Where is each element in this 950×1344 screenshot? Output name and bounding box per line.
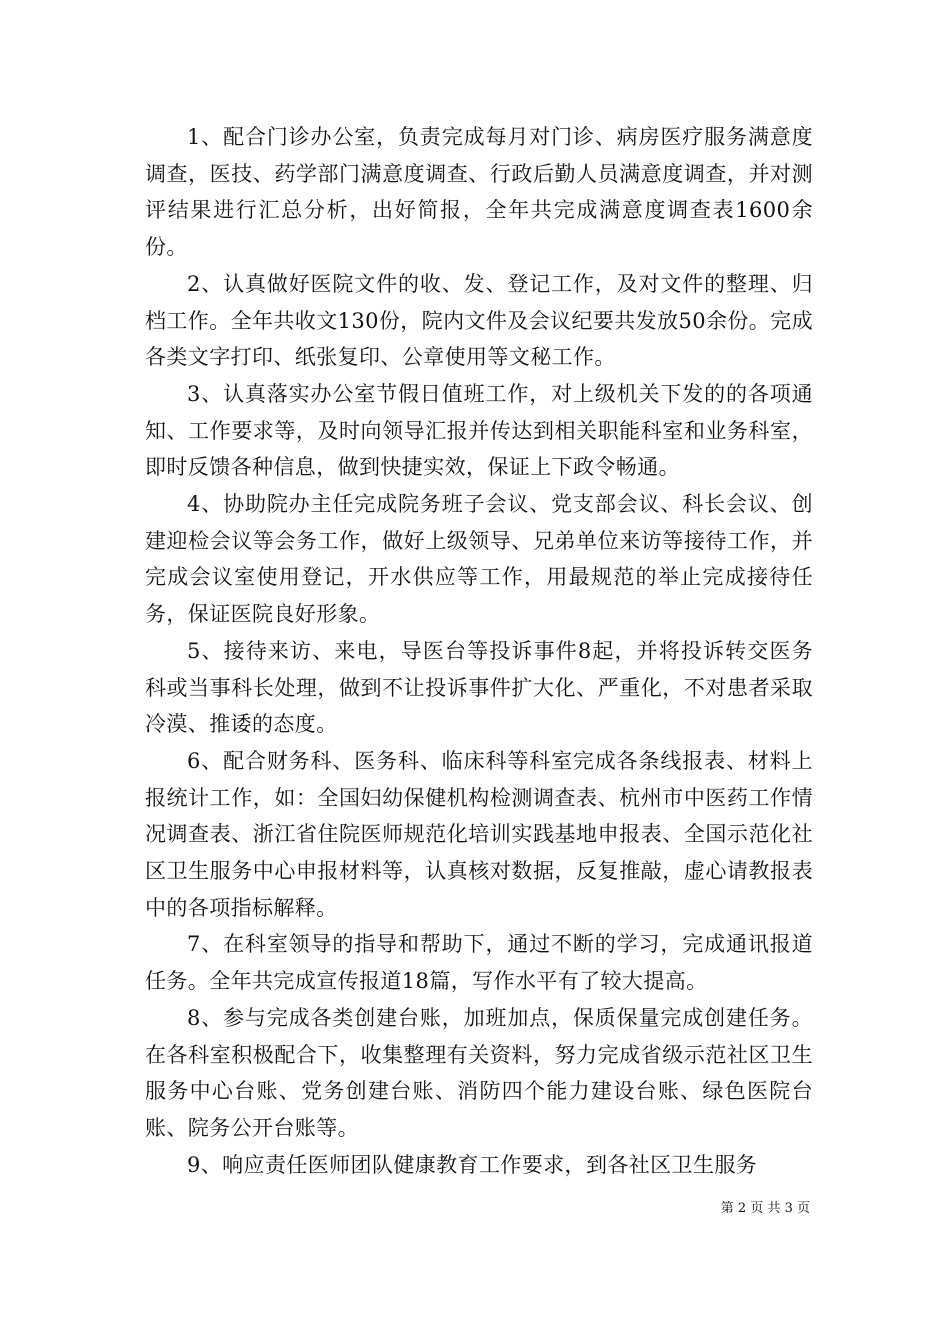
- paragraph-5: 5、接待来访、来电，导医台等投诉事件8起，并将投诉转交医务科或当事科长处理，做到不让投诉事件扩大化、严重化，不对患者采取冷漠、推诿的态度。: [145, 638, 813, 737]
- paragraph-2: 2、认真做好医院文件的收、发、登记工作，及对文件的整理、归档工作。全年共收文130份，院内文件及会议纪要共发放50余份。完成各类文字打印、纸张复印、公章使用等文秘工作。: [145, 271, 814, 370]
- paragraph-7: 7、在科室领导的指导和帮助下，通过不断的学习，完成通讯报道任务。全年共完成宣传报道18篇，写作水平有了较大提高。: [145, 932, 813, 994]
- paragraph-6: 6、配合财务科、医务科、临床科等科室完成各条线报表、材料上报统计工作，如：全国妇幼保健机构检测调查表、杭州市中医药工作情况调查表、浙江省住院医师规范化培训实践基地申报表、全国示范化社区卫生服务中心申报材料等，认真核对数据，反复推敲，虚心请教报表中的各项指标解释。: [145, 748, 813, 920]
- document-body: [145, 119, 813, 1183]
- page-number-footer: 第 2 页 共 3 页: [720, 1201, 810, 1216]
- paragraph-9: 9、响应责任医师团队健康教育工作要求，到各社区卫生服务: [187, 1152, 758, 1177]
- paragraph-3: 3、认真落实办公室节假日值班工作，对上级机关下发的的各项通知、工作要求等，及时向领导汇报并传达到相关职能科室和业务科室，即时反馈各种信息，做到快捷实效，保证上下政令畅通。: [145, 381, 813, 480]
- paragraph-1: 1、配合门诊办公室，负责完成每月对门诊、病房医疗服务满意度调查，医技、药学部门满意度调查、行政后勤人员满意度调查，并对测评结果进行汇总分析，出好简报，全年共完成满意度调查表1600余份。: [145, 125, 813, 260]
- paragraph-8: 8、参与完成各类创建台账，加班加点，保质保量完成创建任务。在各科室积极配合下，收集整理有关资料，努力完成省级示范社区卫生服务中心台账、党务创建台账、消防四个能力建设台账、绿色医院台账、院务公开台账等。: [145, 1005, 813, 1140]
- paragraph-4: 4、协助院办主任完成院务班子会议、党支部会议、科长会议、创建迎检会议等会务工作，做好上级领导、兄弟单位来访等接待工作，并完成会议室使用登记，开水供应等工作，用最规范的举止完成接待任务，保证医院良好形象。: [145, 492, 813, 627]
